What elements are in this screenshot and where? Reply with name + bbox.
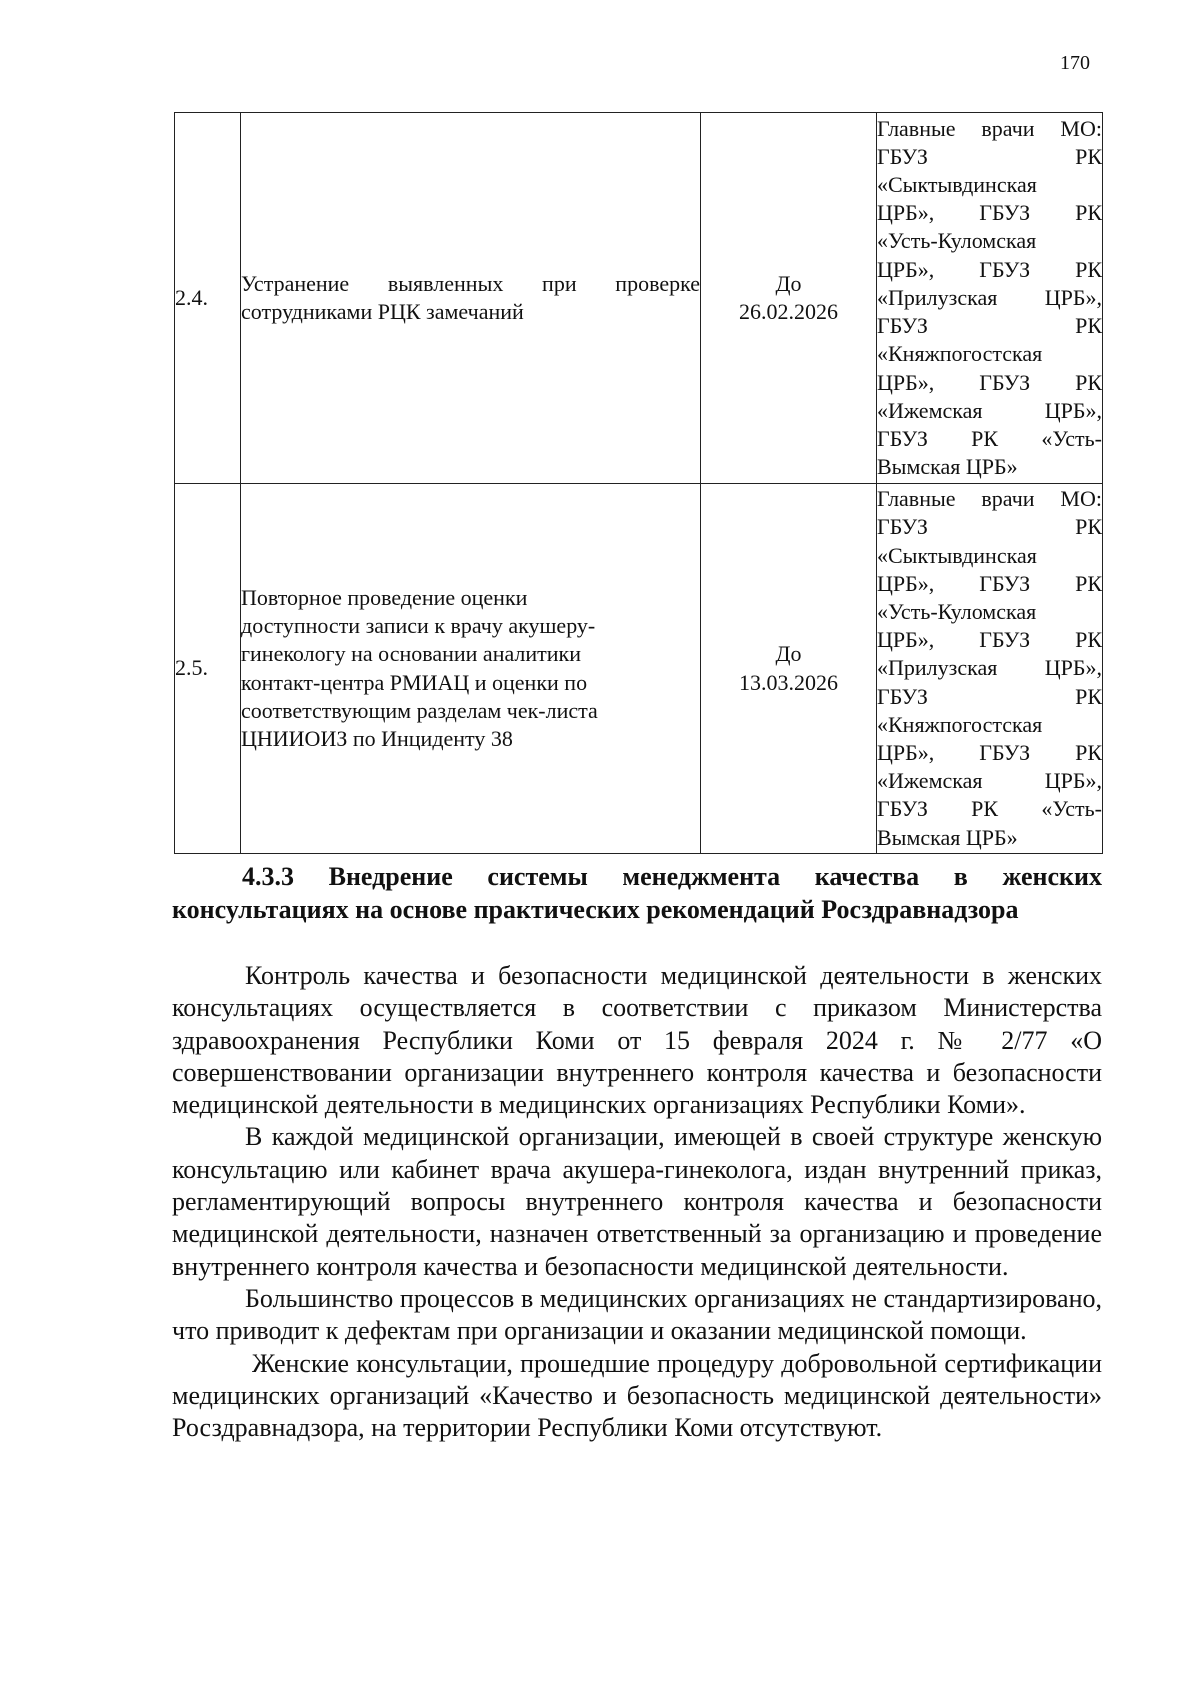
task-line: гинекологу на основании аналитики bbox=[241, 641, 582, 667]
task-line: соответствующим разделам чек-листа bbox=[241, 697, 598, 723]
row-number: 2.5. bbox=[175, 484, 241, 854]
responsible-line: Вымская ЦРБ» bbox=[877, 824, 1018, 850]
body-paragraph: Контроль качества и безопасности медицинской деятельности в женских консультациях осуществляется в соответствии с приказом Министерства здравоохранения Республики Коми от 15 февраля 2024 г. № 2/77 «О совершенствовании организации внутреннего контроля качества и безопасности медицинской деятельности в медицинских организациях Республики Коми». bbox=[172, 961, 1102, 1120]
responsible-line: ЦРБ», ГБУЗ РК bbox=[877, 740, 1102, 765]
responsible-line: «Сыктывдинская bbox=[877, 172, 1037, 198]
responsible-line: «Усть-Куломская bbox=[877, 228, 1037, 254]
responsible-line: ЦРБ», ГБУЗ РК bbox=[877, 256, 1102, 282]
responsible-line: ГБУЗ РК bbox=[877, 514, 1102, 540]
responsible-line: ЦРБ», ГБУЗ РК bbox=[877, 627, 1102, 653]
responsible-line: Главные врачи МО: bbox=[877, 486, 1102, 512]
responsible-line: «Ижемская ЦРБ», bbox=[877, 397, 1102, 423]
body-paragraph: Большинство процессов в медицинских организациях не стандартизировано, что приводит к дефектам при организации и оказании медицинской помощи. bbox=[172, 1283, 1102, 1346]
deadline-cell bbox=[701, 484, 877, 854]
responsible-line: «Прилузская ЦРБ», bbox=[877, 655, 1102, 681]
table-row bbox=[175, 484, 1103, 854]
deadline-cell bbox=[701, 113, 877, 484]
page-number: 170 bbox=[1060, 52, 1090, 74]
responsible-line: ГБУЗ РК bbox=[877, 313, 1102, 339]
task-line: сотрудниками РЦК замечаний bbox=[241, 299, 524, 324]
responsible-line: «Сыктывдинская bbox=[877, 542, 1037, 568]
responsible-line: «Усть-Куломская bbox=[877, 598, 1037, 624]
responsible-line: ГБУЗ РК bbox=[877, 143, 1102, 169]
responsible-line: ЦРБ», ГБУЗ РК bbox=[877, 200, 1102, 226]
responsible-line: ГБУЗ РК «Усть- bbox=[877, 425, 1102, 451]
body-paragraph: В каждой медицинской организации, имеющей в своей структуре женскую консультацию или кабинет врача акушера-гинеколога, издан внутренний приказ, регламентирующий вопросы внутреннего контроля качества и безопасности медицинской деятельности, назначен ответственный за организацию и проведение внутреннего контроля качества и безопасности медицинской деятельности. bbox=[172, 1122, 1102, 1281]
task-line: контакт-центра РМИАЦ и оценки по bbox=[241, 669, 588, 695]
task-line: Устранение выявленных при проверке bbox=[241, 270, 700, 296]
task-cell bbox=[241, 484, 701, 854]
responsible-line: «Ижемская ЦРБ», bbox=[877, 768, 1102, 794]
section-body bbox=[172, 960, 1102, 1444]
section-heading-line: консультациях на основе практических рекомендаций Росздравнадзора bbox=[172, 895, 1019, 924]
task-cell bbox=[241, 113, 701, 484]
responsible-line: ЦРБ», ГБУЗ РК bbox=[877, 570, 1102, 596]
section-heading-line: 4.3.3 Внедрение системы менеджмента качества в женских bbox=[242, 862, 1102, 891]
task-line: ЦНИИОИЗ по Инциденту 38 bbox=[241, 725, 513, 751]
responsible-line: Главные врачи МО: bbox=[877, 115, 1102, 141]
deadline-date: 13.03.2026 bbox=[739, 669, 838, 695]
responsible-cell bbox=[877, 484, 1103, 854]
action-plan-table bbox=[174, 112, 1103, 854]
responsible-line: ГБУЗ РК «Усть- bbox=[877, 796, 1102, 822]
responsible-line: «Княжпогостская bbox=[877, 711, 1043, 737]
deadline-prefix: До bbox=[775, 270, 802, 296]
responsible-line: ЦРБ», ГБУЗ РК bbox=[877, 369, 1102, 395]
section-heading bbox=[172, 860, 1102, 926]
responsible-cell bbox=[877, 113, 1103, 484]
task-line: доступности записи к врачу акушеру- bbox=[241, 613, 596, 639]
responsible-line: «Княжпогостская bbox=[877, 341, 1043, 367]
row-number: 2.4. bbox=[175, 113, 241, 484]
deadline-date: 26.02.2026 bbox=[739, 299, 838, 324]
table-row bbox=[175, 113, 1103, 484]
responsible-line: Вымская ЦРБ» bbox=[877, 454, 1018, 480]
responsible-line: «Прилузская ЦРБ», bbox=[877, 284, 1102, 310]
body-paragraph: Женские консультации, прошедшие процедуру добровольной сертификации медицинских организаций «Качество и безопасность медицинской деятельности» Росздравнадзора, на территории Республики Коми отсутствуют. bbox=[172, 1348, 1102, 1443]
deadline-prefix: До bbox=[775, 641, 802, 667]
task-line: Повторное проведение оценки bbox=[241, 584, 528, 610]
responsible-line: ГБУЗ РК bbox=[877, 683, 1102, 709]
